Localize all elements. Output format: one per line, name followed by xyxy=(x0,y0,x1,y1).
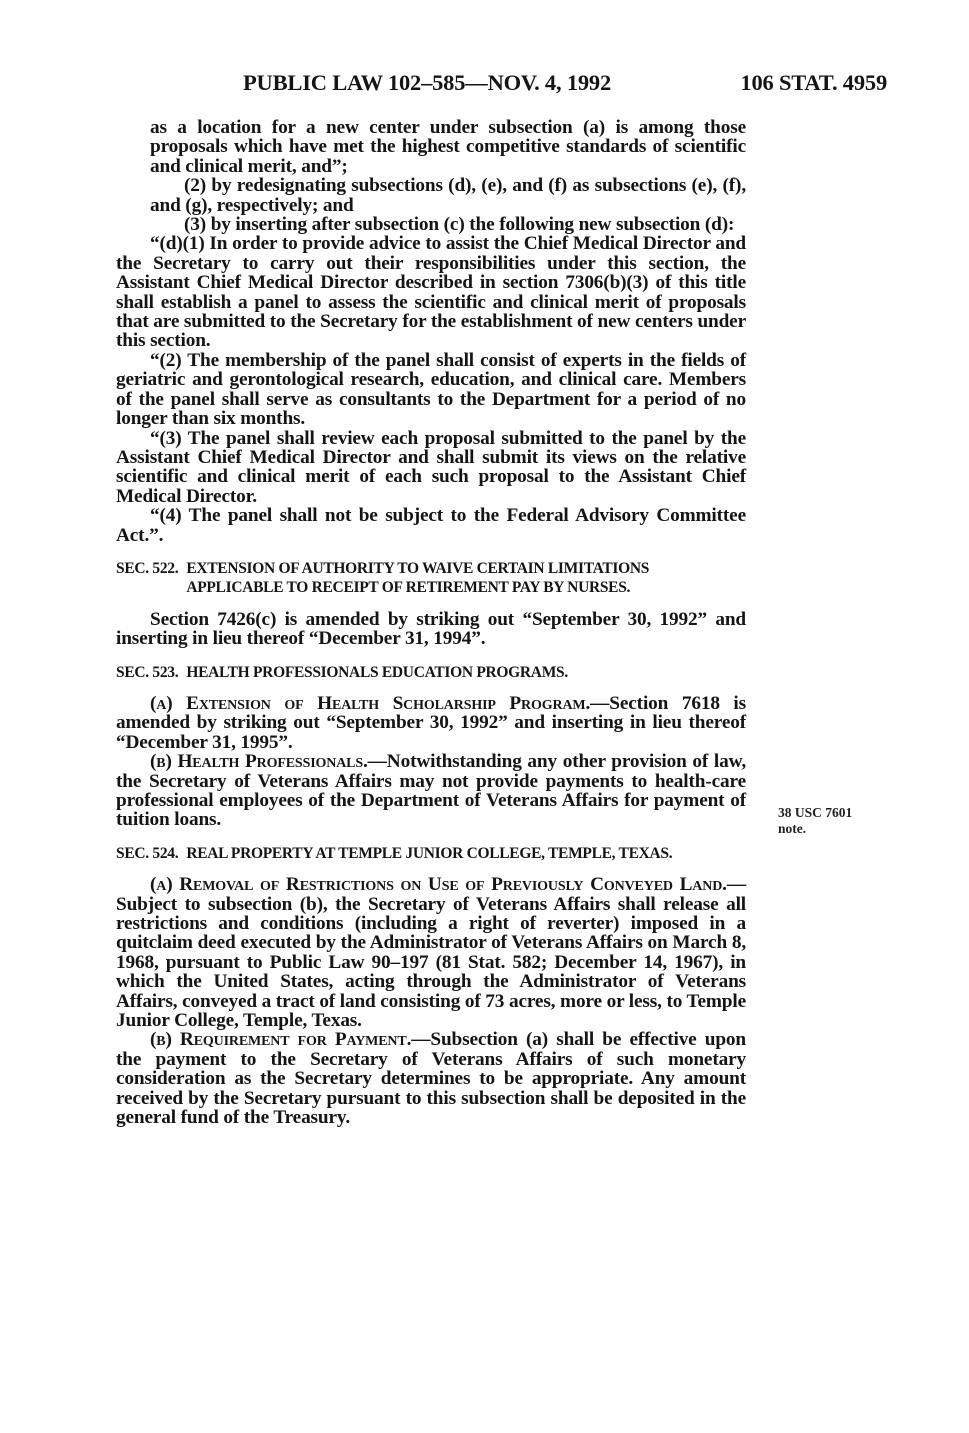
paragraph-section-522: Section 7426(c) is amended by striking out “September 30, 1992” and inserting in lieu thereof “December 31, 1994”. xyxy=(116,608,746,650)
subsection-heading: (a) Removal of Restrictions on Use of Previously Conveyed Land. xyxy=(150,874,727,896)
paragraph-continuation: as a location for a new center under subsection (a) is among those proposals which have met the highest competitive standards of scientific and clinical merit, and”; xyxy=(150,117,746,177)
subsection-heading: (a) Extension of Health Scholarship Program. xyxy=(150,692,591,714)
section-number: SEC. 522. xyxy=(116,559,179,577)
paragraph-subsection-d3: “(3) The panel shall review each proposal submitted to the panel by the Assistant Chief Medical Director and shall submit its views on the relative scientific and clinical merit of each such proposal to the Assistant Chief Medical Director. xyxy=(116,427,746,507)
subsection-heading: (b) Requirement for Payment. xyxy=(150,1029,412,1051)
page-header xyxy=(0,70,969,102)
header-stat-citation: 106 STAT. 4959 xyxy=(740,70,887,95)
subsection-text: —Notwithstanding any other provision of law, the Secretary of Veterans Affairs may not provide payments to health-care professional employees of the Department of Veterans Affairs for payment of tuition loans. xyxy=(116,751,746,831)
section-heading-522 xyxy=(116,559,746,598)
section-heading-523 xyxy=(116,663,746,682)
subsection-heading: (b) Health Professionals. xyxy=(150,751,368,773)
subsection-text: —Subsection (a) shall be effective upon the payment to the Secretary of Veterans Affairs of such monetary consideration as the Secretary determines to be appropriate. Any amount received by the Secretary pursuant to this subsection shall be deposited in the general fund of the Treasury. xyxy=(116,1029,746,1129)
paragraph-subsection-d4: “(4) The panel shall not be subject to the Federal Advisory Committee Act.”. xyxy=(116,505,746,546)
paragraph-subsection-d1: “(d)(1) In order to provide advice to assist the Chief Medical Director and the Secretary to carry out their responsibilities under this section, the Assistant Chief Medical Director described in section 7306(b)(3) of this title shall establish a panel to assess the scientific and clinical merit of proposals that are submitted to the Secretary for the establishment of new centers under this section. xyxy=(116,233,746,352)
section-number: SEC. 524. xyxy=(116,844,179,862)
section-number: SEC. 523. xyxy=(116,663,179,681)
margin-note-line: 38 USC 7601 xyxy=(778,805,853,820)
paragraph-524-a xyxy=(116,875,746,1030)
paragraph-subsection-d2: “(2) The membership of the panel shall consist of experts in the fields of geriatric and gerontological research, education, and clinical care. Members of the panel shall serve as consultants to the Department for a period of no longer than six months. xyxy=(116,349,746,430)
margin-note-citation xyxy=(778,805,852,837)
paragraph-523-a xyxy=(116,694,746,752)
margin-note-line: note. xyxy=(778,821,807,836)
document-body xyxy=(116,118,746,1128)
section-title: EXTENSION OF AUTHORITY TO WAIVE CERTAIN LIMITATIONS APPLICABLE TO RECEIPT OF RETIREMENT PAY BY NURSES. xyxy=(186,559,650,597)
subsection-text: — Subject to subsection (b), the Secretary of Veterans Affairs shall release all restrictions and conditions (including a right of reverter) imposed in a quitclaim deed executed by the Administrator of Veterans Affairs on March 8, 1968, pursuant to Public Law 90–197 (81 Stat. 582; December 14, 1967), in which the United States, acting through the Administrator of Veterans Affairs, conveyed a tract of land consisting of 73 acres, more or less, to Temple Junior College, Temple, Texas. xyxy=(116,874,746,1032)
section-title: HEALTH PROFESSIONALS EDUCATION PROGRAMS. xyxy=(186,663,568,681)
paragraph-524-b xyxy=(116,1030,746,1127)
subsection-text: —Section 7618 is amended by striking out “September 30, 1992” and inserting in lieu thereof “December 31, 1995”. xyxy=(116,692,746,753)
section-heading-524 xyxy=(116,844,746,863)
section-title: REAL PROPERTY AT TEMPLE JUNIOR COLLEGE, TEMPLE, TEXAS. xyxy=(186,844,673,862)
paragraph-item-3: (3) by inserting after subsection (c) the following new subsection (d): xyxy=(184,214,735,236)
paragraph-item-2: (2) by redesignating subsections (d), (e), and (f) as subsections (e), (f), and (g), respectively; and xyxy=(150,175,746,216)
paragraph-523-b xyxy=(116,752,746,830)
header-title: PUBLIC LAW 102–585—NOV. 4, 1992 xyxy=(243,70,612,95)
